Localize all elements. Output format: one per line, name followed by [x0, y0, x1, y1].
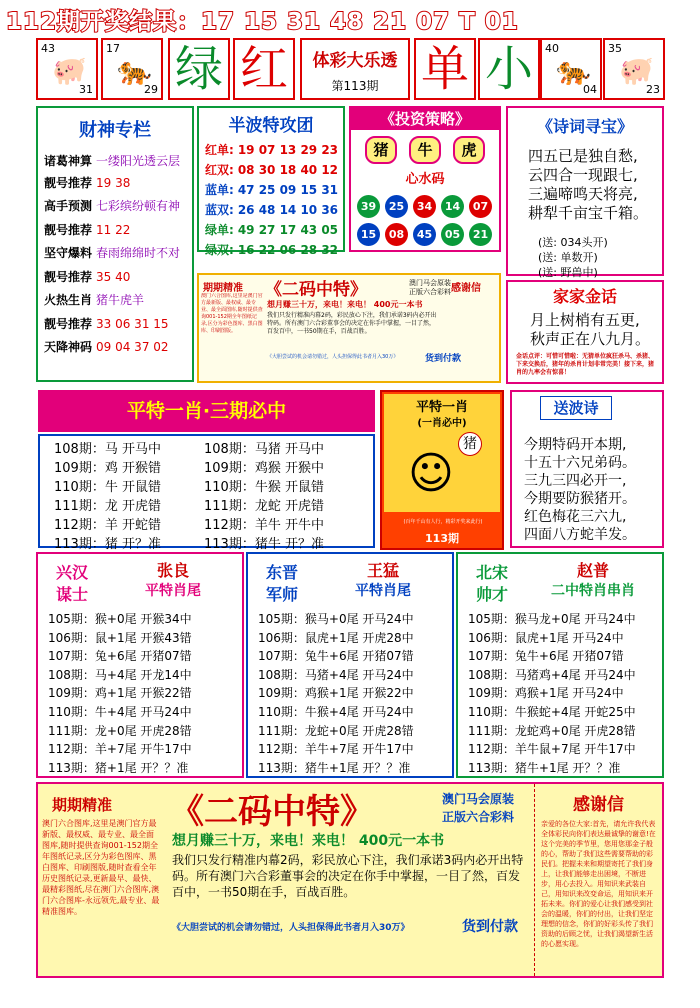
pingte-table: [50, 438, 328, 552]
pingte-row: [50, 514, 328, 533]
caishen-list: [38, 142, 192, 360]
animal-pill: 牛: [409, 136, 441, 164]
pingte-row: [50, 457, 328, 476]
bottom-ad-left-title: 期期精准: [52, 796, 113, 814]
banbo-key: 红双:: [205, 163, 234, 177]
pingte-cell: 109期：鸡猴 开猴中: [204, 461, 324, 476]
caishen-value: 09 04 37 02: [96, 340, 169, 354]
banbo-value: 08 30 18 40 12: [237, 163, 339, 177]
caishen-value: 19 38: [96, 176, 131, 190]
caishen-row: [44, 194, 188, 219]
caishen-key: 天降神码: [44, 340, 93, 354]
section-row: 112期：羊牛+7尾 开牛17中: [258, 742, 414, 757]
caishen-row: [44, 288, 188, 313]
pingte-row: [50, 476, 328, 495]
banbo-row: [205, 160, 343, 180]
section-zhangliang: [36, 552, 244, 778]
section-row: 113期：猪牛+1尾 开？？准: [258, 760, 411, 775]
small-ad-slogan: 想月赚三十万，来电！来电！ 400元一本书: [267, 300, 423, 309]
zodiac-number: 31: [79, 83, 93, 96]
section-row: 113期：猪+1尾 开？？准: [48, 760, 189, 775]
section-sub: 平特肖尾: [145, 583, 201, 599]
section-list: [258, 610, 414, 777]
songbo-poem: [524, 436, 636, 544]
banbo-row: [205, 220, 343, 240]
pingte-cell: 110期：牛 开鼠错: [54, 480, 161, 495]
number-ball: 45: [413, 223, 436, 246]
jiajia-note: 金话点评：可惜可惜啦：无猜单位疯狂杀马、杀猪、下来交换后，猪年的杀肖计划非常完美！接下来，猪肖的九率会有惊喜！: [516, 353, 655, 376]
caishen-row: [44, 150, 188, 172]
section-row: 105期：猴+0尾 开猴34中: [48, 612, 192, 626]
bottom-ad-left-text: 澳门六合图库,这里是澳门官方最新版、最权威、最专业、最全面图库,随时提供查询001-152期全年图纸记录,区分为彩色图库、黑白图库、印刷图版,随时查看全年历史图纸记录,更新最早、最快、最精彩图纸,尽在澳门六合图库,澳门六合图库-永远领先,最专业、最精准图库。: [42, 819, 160, 916]
section-tag-2: 谋士: [55, 585, 88, 604]
shici-title: 《诗词寻宝》: [536, 117, 633, 136]
banbo-key: 蓝单:: [205, 183, 234, 197]
small-ad-left-text: 澳门六合图库,这里是澳门官方最新版、最权威、最专业、最全面图库,随时提供查询001-152期全年图纸记录,区分为彩色图库、黑白图库、印刷图版。: [201, 293, 263, 334]
caishen-key: 坚守爆料: [44, 246, 93, 260]
pingte-cell: 110期：牛猴 开鼠错: [204, 480, 324, 495]
zodiac-number: 23: [646, 83, 660, 96]
caishen-value: 七彩缤纷顿有神: [96, 199, 181, 213]
section-row: 107期：兔+6尾 开猪07错: [48, 649, 192, 664]
poem-line: 三遍啼鸣天将亮,: [528, 185, 638, 203]
bottom-ad-sub1: 澳门马会原装: [442, 792, 515, 806]
small-ad-right-title: 感谢信: [451, 283, 481, 294]
banbo-row: [205, 200, 343, 220]
zodiac-number: 17: [106, 42, 120, 55]
shici-panel: [506, 106, 664, 279]
pig-icon: 🐖: [619, 54, 654, 87]
section-row: 110期：牛猴蛇+4尾 开蛇25中: [468, 704, 636, 719]
banbo-list: [199, 136, 343, 260]
poem-line: 云四合一现跟七,: [528, 166, 638, 184]
poem-line: 今期特码开本期,: [524, 437, 627, 453]
small-ad-panel: [197, 273, 501, 383]
banbo-value: 16 22 06 28 32: [237, 243, 339, 257]
pingte-title: 平特一肖·三期必中: [38, 390, 375, 432]
section-tag-2: 帅才: [475, 585, 508, 604]
section-name: 赵普: [576, 561, 609, 580]
tiger-icon: 🐅: [117, 54, 152, 87]
bottom-ad-slogan: 想月赚三十万，来电！来电！ 400元一本书: [172, 833, 445, 849]
pingte-cell: 112期：羊 开蛇错: [54, 518, 161, 533]
poem-line: 红色梅花三六九,: [524, 509, 627, 525]
caishen-key: 高手预测: [44, 199, 93, 213]
touzi-sub: 心水码: [405, 172, 445, 187]
caishen-panel: [36, 106, 194, 382]
bottom-ad-sub2: 正版六合彩料: [442, 810, 515, 824]
thanks-title: 感谢信: [573, 795, 624, 815]
bottom-ad-foot: 《大胆尝试的机会请勿错过，人头担保得此书者月入30万》: [172, 923, 410, 933]
caishen-row: [44, 219, 188, 241]
section-row: 112期：羊牛鼠+7尾 开牛17中: [468, 742, 636, 757]
number-balls: [351, 187, 499, 247]
caishen-value: 春雨绵绵时不对: [96, 246, 181, 260]
poem-line: 十五十六兄弟码。: [524, 455, 636, 471]
pingte-cell: 108期：马 开马中: [54, 442, 161, 457]
picture-title: 平特一肖: [415, 400, 468, 415]
picture-animal: 猪: [458, 432, 482, 456]
section-row: 108期：马+4尾 开龙14中: [48, 667, 192, 682]
zodiac-number: 40: [545, 42, 559, 55]
shici-notes: [508, 223, 662, 280]
banbo-key: 绿双:: [205, 243, 234, 257]
section-list: [48, 610, 192, 777]
songbo-title: 送波诗: [540, 396, 612, 420]
thanks-letter: [534, 784, 662, 976]
poem-line: 今期要防猴猪开。: [524, 491, 636, 507]
small-ad-center-title: 《二码中特》: [265, 280, 367, 300]
bottom-ad-pay: 货到付款: [462, 919, 518, 935]
number-ball: 25: [385, 195, 408, 218]
jiajia-line: 月上树梢有五更,: [530, 311, 640, 329]
caishen-row: [44, 313, 188, 335]
animal-pill: 虎: [453, 136, 485, 164]
number-ball: 15: [357, 223, 380, 246]
zodiac-number: 04: [583, 83, 597, 96]
section-row: 108期：马猪+4尾 开马24中: [258, 667, 414, 682]
caishen-key: 靓号推荐: [44, 176, 93, 190]
section-row: 106期：鼠+1尾 开猴43错: [48, 630, 192, 645]
pingte-cell: 113期：猪牛 开？准: [204, 537, 324, 552]
zodiac-box-3: [540, 38, 602, 100]
zodiac-number: 29: [144, 83, 158, 96]
section-sub: 平特肖尾: [355, 583, 411, 599]
zodiac-box-2: [101, 38, 163, 100]
number-ball: 34: [413, 195, 436, 218]
small-ad-center-sub: 澳门马会原装 正版六合彩料: [409, 279, 451, 296]
section-row: 110期：牛+4尾 开马24中: [48, 704, 192, 719]
pingte-panel: [38, 434, 375, 552]
zodiac-number: 43: [41, 42, 55, 55]
note-line: (送: 野兽中): [538, 266, 598, 279]
section-row: 112期：羊+7尾 开牛17中: [48, 742, 192, 757]
touzi-animals: [351, 136, 499, 166]
section-name: 张良: [156, 561, 189, 580]
shici-poem: [508, 137, 662, 223]
pingte-cell: 111期：龙 开虎错: [54, 499, 161, 514]
tiger-icon: 🐅: [556, 54, 591, 87]
section-list: [468, 610, 636, 777]
jiajia-panel: [506, 280, 664, 384]
section-row: 111期：龙蛇+0尾 开虎28错: [258, 723, 414, 738]
banbo-value: 19 07 13 29 23: [237, 143, 339, 157]
pingte-cell: 112期：羊牛 开牛中: [204, 518, 324, 533]
banbo-panel: [197, 106, 345, 257]
pingte-cell: 113期：猪 开？准: [54, 537, 161, 552]
number-ball: 05: [441, 223, 464, 246]
section-name: 王猛: [366, 561, 399, 580]
caishen-value: 33 06 31 15: [96, 317, 169, 331]
section-tag-1: 兴汉: [55, 563, 88, 582]
banbo-title: 半波特攻团: [228, 116, 314, 136]
section-row: 111期：龙+0尾 开虎28错: [48, 723, 192, 738]
zodiac-box-1: [36, 38, 98, 100]
poem-line: 四面八方蛇羊发。: [524, 527, 636, 543]
mascot-icon: ☺: [408, 448, 454, 499]
number-ball: 39: [357, 195, 380, 218]
caishen-row: [44, 172, 188, 194]
banbo-row: [205, 240, 343, 260]
section-row: 110期：牛猴+4尾 开马24中: [258, 704, 414, 719]
period-box: [300, 38, 410, 100]
caishen-value: 一缕阳光透云层: [96, 154, 181, 168]
animal-pill: 猪: [365, 136, 397, 164]
color-red: 红: [233, 38, 295, 100]
caishen-value: 猪牛虎羊: [96, 293, 145, 307]
pig-icon: 🐖: [52, 54, 87, 87]
small-ad-pay: 货到付款: [425, 354, 462, 364]
odd-label: 单: [414, 38, 476, 100]
draw-result: 112期开奖结果：17 15 31 48 21 07 T 01: [6, 9, 519, 35]
section-row: 108期：马猪鸡+4尾 开马24中: [468, 667, 636, 682]
note-line: (送: 单数开): [538, 251, 598, 264]
caishen-title: 财神专栏: [79, 120, 151, 141]
section-row: 109期：鸡猴+1尾 开猴22中: [258, 686, 414, 701]
banbo-value: 47 25 09 15 31: [237, 183, 339, 197]
number-ball: 07: [469, 195, 492, 218]
pingte-row: [50, 438, 328, 457]
small-label: 小: [478, 38, 540, 100]
lottery-title: 体彩大乐透: [312, 51, 398, 71]
poem-line: 耕犁千亩宝千箱。: [528, 204, 649, 222]
pingte-cell: 111期：龙蛇 开虎错: [204, 499, 324, 514]
section-tag-1: 北宋: [475, 563, 508, 582]
top-result-bar: [0, 0, 700, 35]
number-ball: 08: [385, 223, 408, 246]
poem-line: 三九三四必开一,: [524, 473, 627, 489]
center-picture: [380, 390, 504, 550]
jiajia-line: 秋声正在八九月。: [530, 330, 651, 348]
section-sub: 二中特肖串肖: [551, 583, 635, 599]
section-row: 107期：兔牛+6尾 开猪07错: [468, 649, 624, 664]
section-tag-1: 东晋: [265, 563, 298, 582]
section-row: 109期：鸡+1尾 开猴22错: [48, 686, 192, 701]
small-ad-foot: 《大胆尝试的机会请勿错过，人头担保得此书者月入30万》: [267, 354, 399, 360]
section-wangmeng: [246, 552, 454, 778]
caishen-row: [44, 241, 188, 266]
banbo-key: 蓝双:: [205, 203, 234, 217]
caishen-key: 靓号推荐: [44, 317, 93, 331]
banbo-key: 绿单:: [205, 223, 234, 237]
period-number: 第113期: [331, 79, 379, 93]
pingte-row: [50, 533, 328, 552]
pingte-cell: 109期：鸡 开猴错: [54, 461, 161, 476]
number-ball: 14: [441, 195, 464, 218]
section-row: 105期：猴马+0尾 开马24中: [258, 612, 414, 626]
section-row: 107期：兔牛+6尾 开猪07错: [258, 649, 414, 664]
caishen-key: 诸葛神算: [44, 154, 93, 168]
small-ad-left-title: 期期精准: [203, 283, 243, 294]
zodiac-box-4: [603, 38, 665, 100]
caishen-row: [44, 266, 188, 288]
caishen-key: 靓号推荐: [44, 270, 93, 284]
banbo-row: [205, 180, 343, 200]
songbo-panel: [510, 390, 664, 548]
note-line: (送: 034头开): [538, 236, 608, 249]
bottom-ad-center-title: 《二码中特》: [170, 792, 374, 832]
banbo-key: 红单:: [205, 143, 234, 157]
section-row: 111期：龙蛇鸡+0尾 开虎28错: [468, 723, 636, 738]
section-zhaopu: [456, 552, 664, 778]
touzi-title: 《投资策略》: [351, 108, 499, 130]
section-tag-2: 军师: [265, 585, 298, 604]
pingte-row: [50, 495, 328, 514]
section-row: 106期：鼠虎+1尾 开虎28中: [258, 630, 414, 645]
section-row: 106期：鼠虎+1尾 开马24中: [468, 630, 624, 645]
banbo-row: [205, 140, 343, 160]
small-ad-body: 我们只发行精准内幕2码，彩民放心下注，我们承诺3码内必开出特码。所有澳门六合彩董事会的决定在你手中掌握，一目了然，百发百中，一书50期在手，百战百胜。: [267, 312, 437, 335]
caishen-row: [44, 335, 188, 360]
zodiac-number: 35: [608, 42, 622, 55]
pingte-cell: 108期：马猪 开马中: [204, 442, 324, 457]
bottom-ad-body: 我们只发行精准内幕2码，彩民放心下注，我们承诺3码内必开出特码。所有澳门六合彩董事会的决定在你手中掌握，一目了然，百发百中，一书50期在手，百战百胜。: [172, 853, 524, 899]
picture-caption: (百年千山有人行，精彩开奖来此行): [403, 519, 483, 525]
section-row: 113期：猪牛+1尾 开？？准: [468, 760, 621, 775]
caishen-value: 35 40: [96, 270, 131, 284]
caishen-key: 靓号推荐: [44, 223, 93, 237]
picture-period: 113期: [425, 532, 459, 545]
jiajia-lines: [508, 307, 662, 349]
thanks-text: 亲爱的各位大家:首先，请允许我代表全体彩民向你们表达最诚挚的谢意!在这个完美的季节里，您用您那金子般的心，帮助了我们这些需要帮助的彩民们。把握未来和期望寄托了我们身上，让我们能够走出困境，不断进步，用心去投入。用知识来武装自己，用知识来改变命运，用知识来开拓未来。你们的爱心让我们感受到社会的温暖，你们的付出，让我们坚定理想的信念，你们的好彩头传了我们资助的后顾之忧，让我们渴望新生活的心愿实现。: [541, 820, 656, 948]
caishen-value: 11 22: [96, 223, 131, 237]
banbo-value: 49 27 17 43 05: [237, 223, 339, 237]
poem-line: 四五已是独自愁,: [528, 147, 638, 165]
section-row: 105期：猴马龙+0尾 开马24中: [468, 612, 636, 626]
banbo-value: 26 48 14 10 36: [237, 203, 339, 217]
number-ball: 21: [469, 223, 492, 246]
caishen-key: 火热生肖: [44, 293, 93, 307]
jiajia-title: 家家金话: [552, 287, 617, 306]
section-row: 109期：鸡猴+1尾 开马24中: [468, 686, 624, 701]
picture-sub: (一肖必中): [417, 418, 467, 429]
touzi-panel: [349, 106, 501, 252]
bottom-ad-panel: [36, 782, 664, 978]
color-green: 绿: [168, 38, 230, 100]
